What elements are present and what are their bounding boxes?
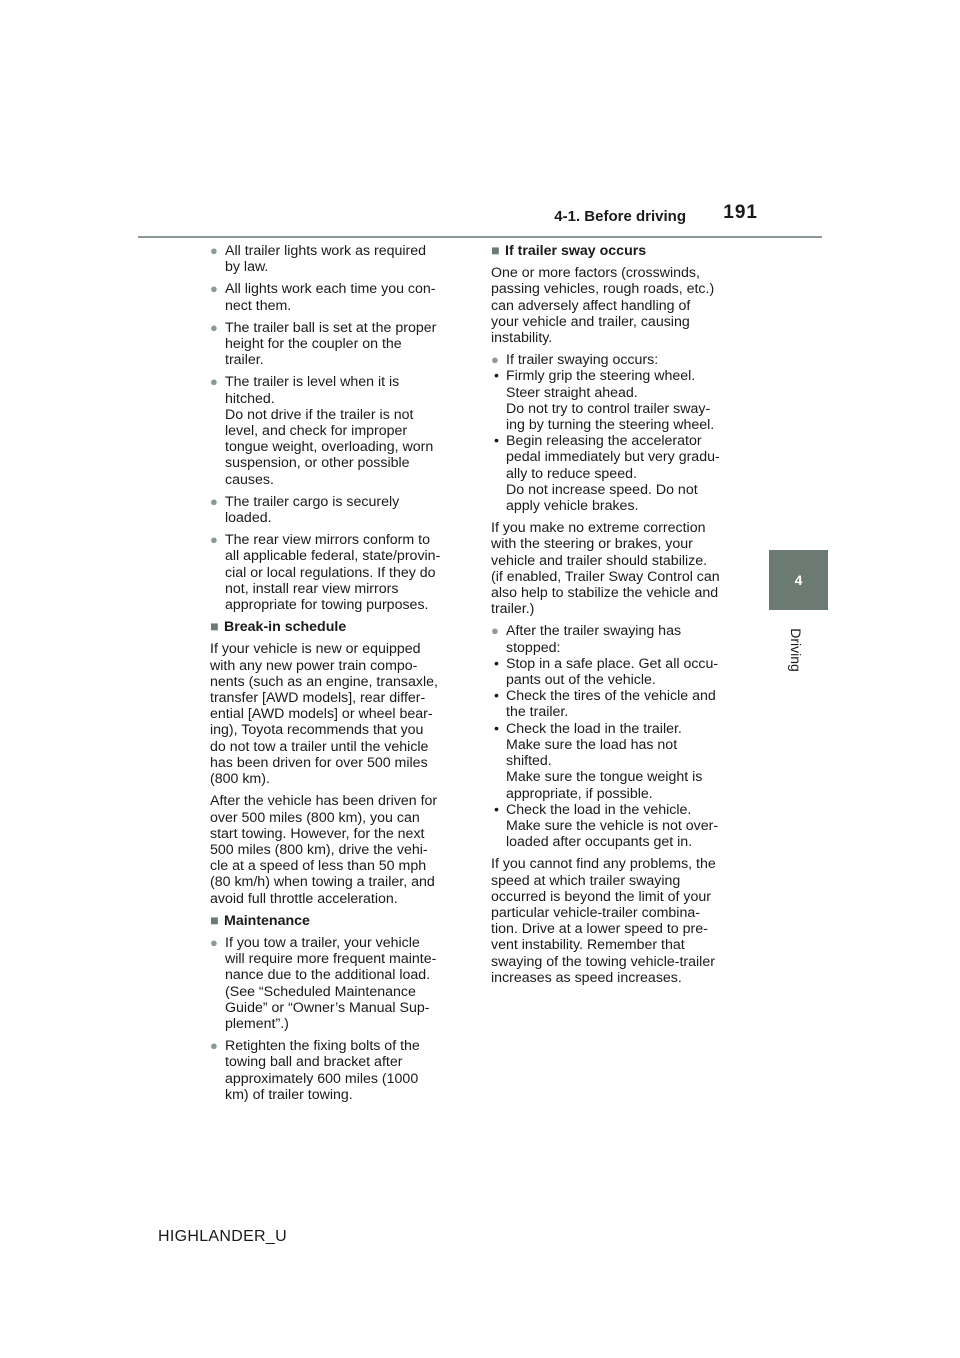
text-line: causes. — [225, 471, 274, 488]
text-line: ally to reduce speed. — [506, 465, 637, 482]
text-line: The trailer ball is set at the proper — [225, 319, 437, 336]
sub-list-item — [491, 433, 749, 514]
text-line: hitched. — [225, 390, 275, 407]
text-line: passing vehicles, rough roads, etc.) — [491, 281, 715, 298]
text-line: 500 miles (800 km), drive the vehi- — [210, 841, 428, 858]
chapter-number: 4 — [794, 572, 803, 588]
text-line: will require more frequent mainte- — [225, 951, 437, 968]
sway-paragraph-2 — [491, 520, 749, 617]
text-line: approximately 600 miles (1000 — [225, 1070, 419, 1087]
text-line: Make sure the tongue weight is — [506, 769, 703, 786]
text-line: km) of trailer towing. — [225, 1086, 353, 1103]
text-line: Check the tires of the vehicle and — [506, 688, 716, 705]
text-line: pedal immediately but very gradu- — [506, 449, 720, 466]
sub-list — [491, 656, 749, 850]
sub-list-item — [491, 368, 749, 433]
dot-bullet-icon: • — [494, 655, 499, 672]
breakin-paragraph-1 — [210, 641, 468, 787]
section-title: 4-1. Before driving — [554, 208, 686, 225]
dot-bullet-icon: • — [494, 433, 499, 450]
text-line: After the trailer swaying has — [506, 623, 682, 640]
list-item — [210, 494, 468, 526]
text-line: ential [AWD models] or wheel bear- — [210, 706, 433, 723]
text-line: Guide” or “Owner’s Manual Sup- — [225, 999, 430, 1016]
text-line: increases as speed increases. — [491, 969, 682, 986]
text-line: After the vehicle has been driven for — [210, 793, 438, 810]
text-line: Steer straight ahead. — [506, 384, 638, 401]
text-line: avoid full throttle acceleration. — [210, 890, 398, 907]
text-line: not, install rear view mirrors — [225, 580, 399, 597]
text-line: Make sure the load has not — [506, 736, 678, 753]
text-line: height for the coupler on the — [225, 336, 402, 353]
text-line: swaying of the towing vehicle-trailer — [491, 953, 715, 970]
text-line: speed at which trailer swaying — [491, 872, 681, 889]
text-line: ing), Toyota recommends that you — [210, 722, 424, 739]
text-line: the trailer. — [506, 704, 569, 721]
text-line: start towing. However, for the next — [210, 825, 425, 842]
sub-list — [491, 368, 749, 514]
chapter-label: Driving — [788, 628, 804, 672]
circle-bullet-icon: ● — [210, 934, 218, 950]
text-line: Check the load in the vehicle. — [506, 801, 692, 818]
text-line: nance due to the additional load. — [225, 967, 431, 984]
text-line: has been driven for over 500 miles — [210, 754, 428, 771]
circle-bullet-icon: ● — [210, 1038, 218, 1054]
page-number: 191 — [723, 202, 758, 223]
dot-bullet-icon: • — [494, 368, 499, 385]
right-column — [491, 243, 749, 992]
sub-list-item — [491, 802, 749, 851]
text-line: over 500 miles (800 km), you can — [210, 809, 420, 826]
text-line: loaded after occupants get in. — [506, 834, 693, 851]
sway-paragraph-1 — [491, 265, 749, 346]
text-line: Firmly grip the steering wheel. — [506, 368, 696, 385]
text-line: appropriate, if possible. — [506, 785, 653, 802]
text-line: your vehicle and trailer, causing — [491, 313, 690, 330]
footer-model: HIGHLANDER_U — [158, 1228, 287, 1245]
circle-bullet-icon: ● — [210, 493, 218, 509]
sway-heading: ■ If trailer sway occurs — [491, 243, 647, 259]
text-line: cial or local regulations. If they do — [225, 564, 436, 581]
text-line: with the steering or brakes, your — [491, 536, 693, 553]
text-line: pants out of the vehicle. — [506, 672, 656, 689]
text-line: Stop in a safe place. Get all occu- — [506, 655, 719, 672]
list-item — [210, 320, 468, 369]
square-bullet-icon: ■ — [210, 619, 219, 636]
text-line: (800 km). — [210, 771, 270, 788]
text-line: (See “Scheduled Maintenance — [225, 983, 416, 1000]
list-item — [210, 374, 468, 487]
text-line: If you cannot find any problems, the — [491, 856, 716, 873]
text-line: plement”.) — [225, 1015, 289, 1032]
sub-list-item — [491, 656, 749, 688]
text-line: Begin releasing the accelerator — [506, 433, 702, 450]
text-line: vent instability. Remember that — [491, 937, 685, 954]
text-line: Make sure the vehicle is not over- — [506, 817, 719, 834]
text-line: suspension, or other possible — [225, 455, 410, 472]
text-line: by law. — [225, 259, 269, 276]
breakin-paragraph-2 — [210, 793, 468, 906]
text-line: All trailer lights work as required — [225, 243, 427, 259]
text-line: ing by turning the steering wheel. — [506, 417, 715, 434]
circle-bullet-icon: ● — [491, 352, 499, 368]
text-line: tongue weight, overloading, worn — [225, 439, 434, 456]
text-line: Do not try to control trailer sway- — [506, 400, 711, 417]
maintenance-list — [210, 935, 468, 1103]
text-line: occurred is beyond the limit of your — [491, 888, 712, 905]
text-line: do not tow a trailer until the vehicle — [210, 738, 429, 755]
sway-paragraph-3 — [491, 856, 749, 986]
circle-bullet-icon: ● — [210, 319, 218, 335]
text-line: The rear view mirrors conform to — [225, 532, 430, 549]
checklist — [210, 243, 468, 613]
text-line: can adversely affect handling of — [491, 297, 691, 314]
text-line: shifted. — [506, 753, 552, 770]
list-item — [491, 623, 749, 850]
circle-bullet-icon: ● — [210, 281, 218, 297]
text-line: If you tow a trailer, your vehicle — [225, 934, 420, 951]
text-line: Do not increase speed. Do not — [506, 481, 698, 498]
text-line: One or more factors (crosswinds, — [491, 265, 700, 282]
text-line: tion. Drive at a lower speed to pre- — [491, 921, 708, 938]
left-column — [210, 243, 468, 1109]
list-item — [210, 935, 468, 1032]
text-line: vehicle and trailer should stabilize. — [491, 552, 708, 569]
text-line: The trailer is level when it is — [225, 374, 400, 391]
text-line: level, and check for improper — [225, 423, 408, 440]
text-line: stopped: — [506, 639, 561, 656]
text-line: trailer.) — [491, 601, 535, 618]
text-line: If you make no extreme correction — [491, 520, 706, 537]
sub-list-item — [491, 688, 749, 720]
text-line: with any new power train compo- — [210, 657, 418, 674]
text-line: cle at a speed of less than 50 mph — [210, 858, 427, 875]
list-item — [210, 281, 468, 313]
page-header — [138, 196, 822, 238]
text-line: If your vehicle is new or equipped — [210, 641, 421, 658]
circle-bullet-icon: ● — [210, 532, 218, 548]
text-line: Retighten the fixing bolts of the — [225, 1038, 420, 1055]
dot-bullet-icon: • — [494, 801, 499, 818]
text-line: apply vehicle brakes. — [506, 498, 639, 515]
list-item: ● If trailer swaying occurs: • Firmly grip the steering wheel. Steer straight ahead. Do not try to control trailer sway- ing by turning the steering wheel. • Begin releasing the accelerator pedal immediately but very gradu- ally to reduce speed. Do not increase speed. Do not apply vehicle brakes. — [491, 352, 749, 514]
text-line: nents (such as an engine, transaxle, — [210, 673, 438, 690]
text-line: nect them. — [225, 297, 292, 314]
text-line: particular vehicle-trailer combina- — [491, 904, 700, 921]
text-line: Do not drive if the trailer is not — [225, 406, 414, 423]
text-line: transfer [AWD models], rear differ- — [210, 690, 426, 707]
text-line: also help to stabilize the vehicle and — [491, 585, 719, 602]
text-line: all applicable federal, state/provin- — [225, 548, 441, 565]
text-line: The trailer cargo is securely — [225, 493, 400, 510]
dot-bullet-icon: • — [494, 688, 499, 705]
breakin-heading: ■ Break-in schedule — [210, 619, 347, 636]
circle-bullet-icon: ● — [491, 623, 499, 639]
sub-list-item — [491, 721, 749, 802]
list-item — [210, 532, 468, 613]
square-bullet-icon: ■ — [210, 912, 219, 929]
maintenance-heading: ■ Maintenance — [210, 912, 310, 929]
list-item — [210, 1038, 468, 1103]
text-line: (if enabled, Trailer Sway Control can — [491, 568, 720, 585]
circle-bullet-icon: ● — [210, 374, 218, 390]
list-item — [210, 243, 468, 275]
text-line: loaded. — [225, 510, 272, 527]
text-line: instability. — [491, 330, 553, 347]
circle-bullet-icon: ● — [210, 243, 218, 258]
text-line: All lights work each time you con- — [225, 281, 436, 298]
dot-bullet-icon: • — [494, 720, 499, 737]
square-bullet-icon: ■ — [491, 243, 500, 259]
text-line: Check the load in the trailer. — [506, 720, 682, 737]
text-line: trailer. — [225, 352, 264, 369]
text-line: (80 km/h) when towing a trailer, and — [210, 874, 435, 891]
text-line: appropriate for towing purposes. — [225, 597, 429, 614]
text-line: towing ball and bracket after — [225, 1054, 403, 1071]
